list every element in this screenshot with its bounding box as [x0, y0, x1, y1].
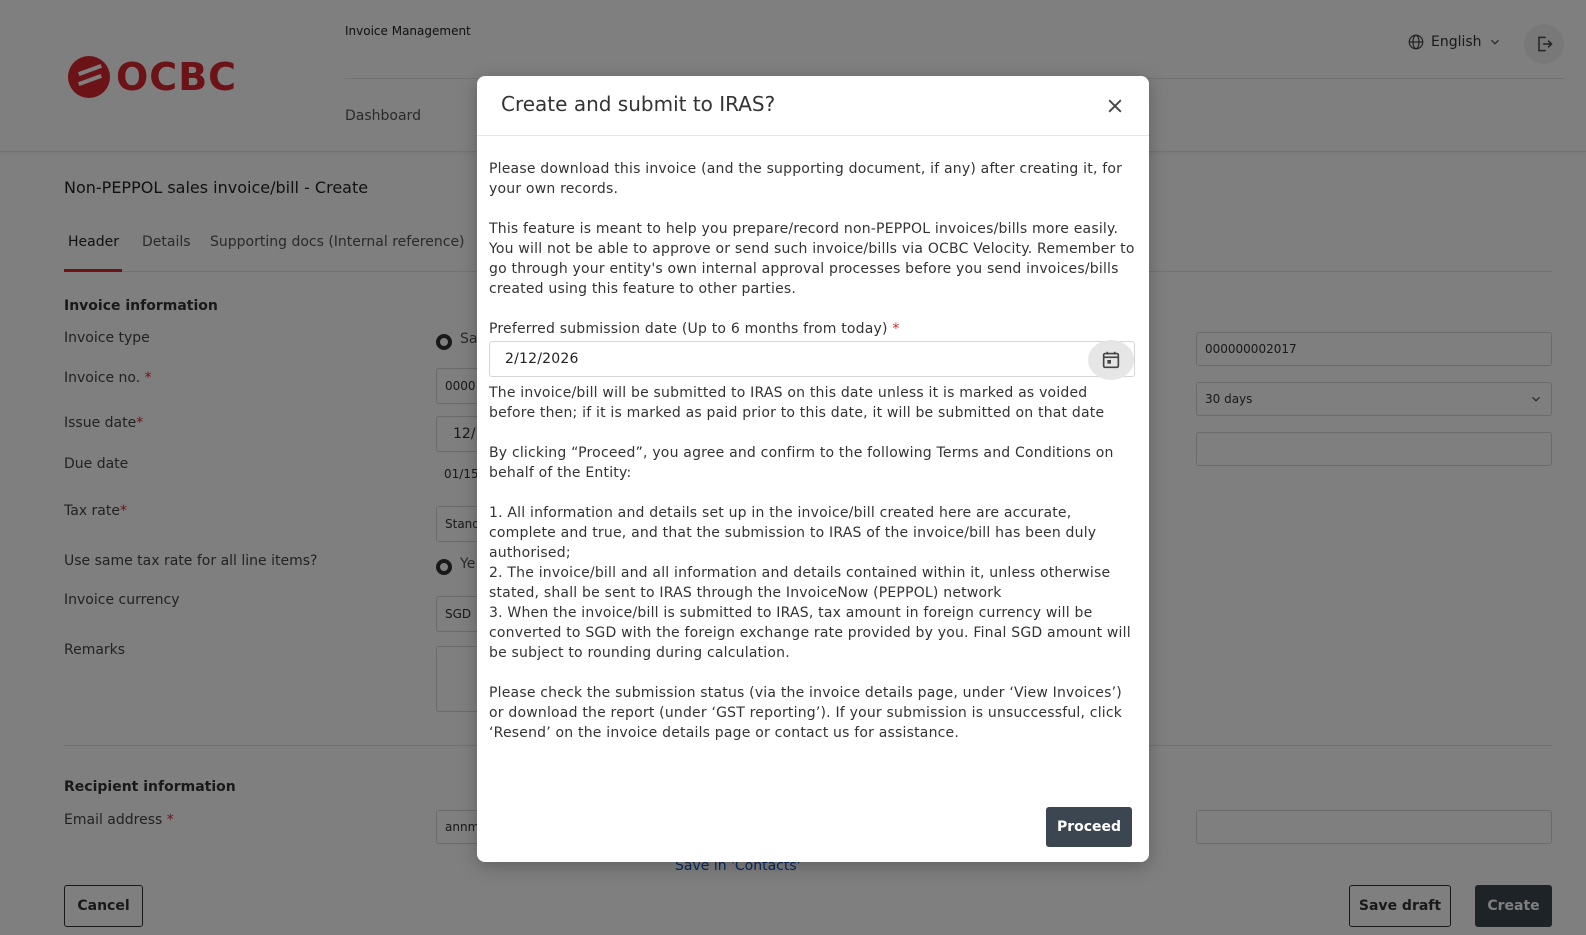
term-item-1: 1. All information and details set up in the invoice/bill created here are accurate, complete and true, and that the submission to IRAS of the invoice/bill has been duly authorised;: [489, 505, 1097, 561]
date-picker-button[interactable]: [1088, 340, 1134, 380]
term-item-3: 3. When the invoice/bill is submitted to IRAS, tax amount in foreign currency will be converted to SGD with the foreign exchange rate provided by you. Final SGD amount will be subject to rounding during calculation.: [489, 605, 1131, 661]
submission-date-label-text: Preferred submission date (Up to 6 months from today): [489, 321, 888, 337]
submission-date-note: The invoice/bill will be submitted to IRAS on this date unless it is marked as voided before then; if it is marked as paid prior to this date, it will be submitted on that date: [489, 385, 1105, 421]
feature-notice: This feature is meant to help you prepare/record non-PEPPOL invoices/bills more easily. You will not be able to approve or send such invoice/bills via OCBC Velocity. Remember to go through your entity's own internal approval processes before you send invoices/bills created using this feature to other parties.: [489, 221, 1135, 297]
term-item-2: 2. The invoice/bill and all information and details contained within it, unless otherwise stated, shall be sent to IRAS through the InvoiceNow (PEPPOL) network: [489, 565, 1111, 601]
terms-intro: By clicking “Proceed”, you agree and confirm to the following Terms and Conditions on behalf of the Entity:: [489, 445, 1114, 481]
submission-date-input[interactable]: [489, 341, 1135, 377]
submission-date-value: 2/12/2026: [505, 351, 579, 367]
proceed-button[interactable]: Proceed: [1046, 807, 1132, 847]
create-submit-iras-dialog: [477, 76, 1149, 862]
dialog-title: Create and submit to IRAS?: [501, 92, 776, 116]
close-button[interactable]: [1101, 92, 1129, 120]
submission-date-label: [489, 319, 1135, 339]
dialog-body: [489, 159, 1135, 743]
required-marker: *: [892, 321, 900, 337]
calendar-icon: [1100, 349, 1122, 371]
download-notice: Please download this invoice (and the supporting document, if any) after creating it, for your own records.: [489, 161, 1123, 197]
dialog-header: [477, 76, 1149, 136]
close-icon: [1105, 96, 1125, 116]
status-notice: Please check the submission status (via the invoice details page, under ‘View Invoices’) or download the report (under ‘GST reporting’). If your submission is unsuccessful, click ‘Resend’ on the invoice details page or contact us for assistance.: [489, 685, 1123, 741]
